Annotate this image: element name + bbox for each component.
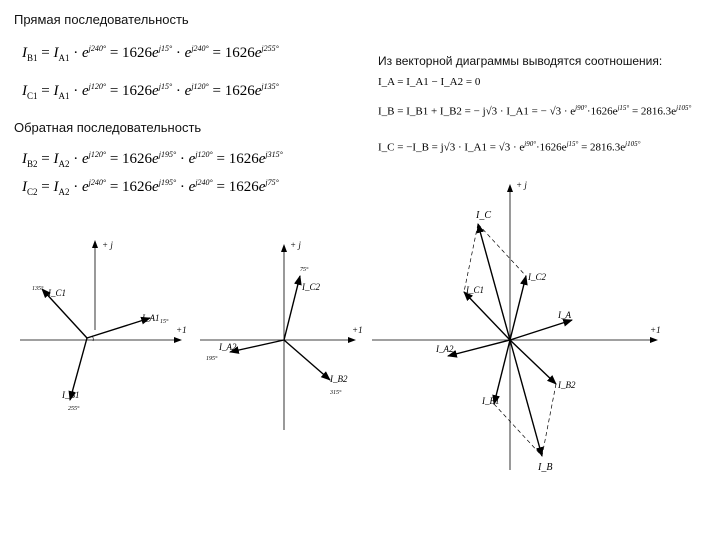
equation-ic2: $I_{C2} = I_{A2} \cdot e^{j240^\circ} = 1626e^{j195^\circ} \cdot e^{j240^\circ} = 1626e^{j75^\circ}$ [22,178,279,197]
vector-ia1 [87,318,150,338]
positive-sequence-heading: Прямая последовательность [14,12,189,27]
vector-ia2-result [448,340,510,356]
plus-j-label-1: + j [102,240,113,250]
label-ic1-result: I_C1 [466,285,484,295]
vector-ib2-result [510,340,556,384]
vector-ib [510,340,542,456]
equation-ib2: $I_{B2} = I_{A2} \cdot e^{j120^\circ} = 1626e^{j195^\circ} \cdot e^{j120^\circ} = 1626e^{j315^\circ}$ [22,150,283,169]
label-195deg: 195° [206,356,218,362]
label-ic2-result: I_C2 [528,272,546,282]
relation-ia: I_A = I_A1 − I_A2 = 0 [378,76,481,88]
negative-sequence-heading: Обратная последовательность [14,120,202,135]
label-ib1-result: I_B1 [482,396,500,406]
vector-ia1-result [510,320,572,340]
label-ib: I_B [538,462,553,473]
label-ia2-result: I_A2 [436,344,454,354]
label-ic: I_C [476,210,491,221]
label-15deg: 15° [160,319,169,325]
relation-ic: I_C = −I_B = j√3 · I_A1 = $√3 \cdot e^{j90^\circ}\cdot 1626e^{j15^\circ} = 2816.3e^{j105^\circ}$ [378,140,641,154]
resulting-currents-diagram [372,180,661,473]
label-75deg: 75° [300,267,309,273]
axis-real-1-arrow [174,337,182,343]
positive-sequence-diagram [20,240,187,412]
label-255deg: 255° [68,406,80,412]
vector-ib2 [284,340,330,380]
label-315deg: 315° [330,390,342,396]
vector-ic2-result [510,276,526,340]
dashed-ic-ic1 [464,224,478,292]
label-ib2: I_B2 [330,374,348,384]
relation-ib: I_B = I_B1 + I_B2 = − j√3 · I_A1 = − $√3 \cdot e^{j90^\circ}\cdot 1626e^{j15^\circ} = 2816.3e^{j105^\circ}$ [378,104,692,118]
plus-one-label-3: +1 [650,325,661,335]
plus-j-label-2: + j [290,240,301,250]
label-ib2-result: I_B2 [558,380,576,390]
label-ia2: I_A2 [219,342,237,352]
negative-sequence-diagram [200,240,363,430]
equation-ib1: $I_{B1} = I_{A1} \cdot e^{j240^\circ} = 1626e^{j15^\circ} \cdot e^{j240^\circ} = 1626e^{j255^\circ}$ [22,44,279,63]
label-ib1: I_B1 [62,390,80,400]
plus-j-label-3: + j [516,180,527,190]
vector-ib1-result [494,340,510,404]
axis-real-2-arrow [348,337,356,343]
vector-ia2 [230,340,284,352]
axis-j-2-arrow [281,244,287,252]
vector-ic2 [284,276,300,340]
label-135deg: 135° [32,286,44,292]
label-ic2: I_C2 [302,282,320,292]
label-ic1: I_C1 [48,288,66,298]
plus-one-label-1: +1 [176,325,187,335]
equation-ic1: $I_{C1} = I_{A1} \cdot e^{j120^\circ} = 1626e^{j15^\circ} \cdot e^{j120^\circ} = 1626e^{j135^\circ}$ [22,82,279,101]
axis-j-1-arrow [92,240,98,248]
axis-j-3-arrow [507,184,513,192]
dashed-ib-ib2 [542,384,556,456]
label-ia1: I_A1 [142,313,160,323]
axis-real-3-arrow [650,337,658,343]
label-ia-result: I_A [558,310,571,320]
plus-one-label-2: +1 [352,325,363,335]
relations-title: Из векторной диаграммы выводятся соотношения: [378,54,663,68]
